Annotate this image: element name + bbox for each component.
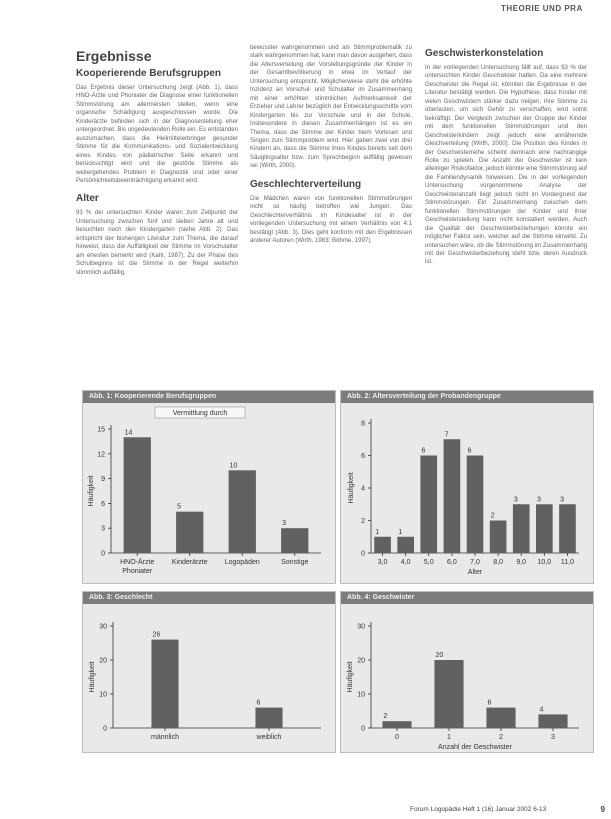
data-label: 6 — [467, 447, 472, 455]
x-axis-title: Alter — [467, 569, 483, 576]
x-tick-label: männlich — [150, 734, 180, 741]
x-tick-label: 5,0 — [423, 559, 434, 566]
data-label: 2 — [383, 713, 388, 721]
y-tick-label: 12 — [97, 451, 105, 459]
y-tick-label: 30 — [357, 623, 365, 631]
data-label: 4 — [539, 706, 544, 714]
bar — [513, 504, 530, 553]
data-label: 20 — [435, 652, 444, 659]
figure-abb3 — [82, 591, 336, 753]
x-tick-label: 9,0 — [516, 559, 527, 566]
y-tick-label: 0 — [361, 725, 365, 733]
x-tick-label: 3,0 — [377, 559, 388, 566]
data-label: 6 — [487, 699, 492, 707]
x-tick-label: 1 — [447, 734, 451, 741]
y-tick-label: 2 — [361, 518, 365, 525]
figure-abb1 — [82, 390, 336, 584]
legend-label: Vermittlung durch — [172, 410, 228, 417]
text-column-1 — [76, 44, 238, 277]
x-tick-label: Kinderärzte — [171, 559, 208, 566]
y-axis-title: Häufigkeit — [88, 475, 95, 507]
paragraph: Die Mädchen waren von funktionellen Stimmstörungen nicht so häufig betroffen wie Jungen. Das Geschlechterverhältnis im Kindesalter ist in der vorliegenden Untersuchung mit einem Verhältnis von 4:1 bestätigt (Abb. 3). Dies geht konform mit den Ergebnissen anderer Autoren (Wirth, 1983; Böhme, 1997). — [250, 194, 412, 245]
x-tick-label: 7,0 — [470, 559, 480, 566]
x-tick-label: 3 — [551, 734, 555, 741]
y-tick-label: 4 — [361, 485, 365, 493]
x-tick-label: weiblich — [256, 734, 282, 741]
x-tick-label: 10,0 — [537, 559, 552, 566]
bar — [434, 660, 463, 728]
footer-citation: Forum Logopädie Heft 1 (16) Januar 2002 6-13 — [410, 806, 547, 813]
figure-abb4 — [340, 591, 594, 753]
y-axis-title: Häufigkeit — [347, 661, 354, 693]
y-tick-label: 15 — [97, 426, 105, 434]
figure-title: Abb. 1: Kooperierende Berufsgruppen — [83, 391, 335, 403]
bar — [536, 504, 553, 553]
bar — [559, 504, 576, 553]
y-tick-label: 6 — [361, 453, 365, 460]
bar — [374, 537, 391, 553]
bar — [538, 714, 567, 728]
y-tick-label: 0 — [103, 725, 107, 733]
bar — [444, 439, 461, 553]
bar — [397, 537, 414, 553]
y-tick-label: 9 — [101, 476, 105, 484]
figure-title: Abb. 4: Geschwister — [341, 592, 593, 604]
paragraph: 93 % der untersuchten Kinder waren zum Zeitpunkt der Untersuchung zwischen fünf und sieben Jahre alt und besuchten noch den Kindergarten (siehe Abb. 2). Das entspricht der bisherigen Literatur zum Thema, die darauf hinweist, dass die Auffälligkeit der Stimme im Vorschulalter am ehesten bemerkt wird (Kahl, 1987). Zu der Phase des Schulbeginns ist die Stimme in der Regel weiterhin stimmlich auffällig. — [76, 209, 238, 276]
chart-abb3 — [83, 604, 335, 752]
bar — [486, 708, 515, 728]
bar — [229, 470, 256, 553]
paragraph: bewusster wahrgenommen und als Stimmproblematik zu stark wahrgenommen hat, kann man davon ausgehen, dass die Altersverteilung der Vorstellungsgründe der Kinder in der Gesamtbevölkerung in etwa im Verlauf der Untersuchung entspricht. Möglicherweise steht die erhöhte Inzidenz an Vorschul- und Schulalter im Zusammenhang mit einer erhöhten stimmlichen Aufmerksamkeit der Erzieher und Lehrer bezüglich der Entwicklungsschritte vom Kindergarten bis zur Vorschule und in der Schule. Insbesondere in diesen Zusammenhängen ist es ein Thema, dass die Stimme der Kinder beim Vorlesen und Singen zum Stimmproblem wird. Hier gaben zwei von drei Kindern an, dass die Stimme ihres Kindes bereits seit dem Säuglingsalter bzw. zum Sprechbeginn auffällig gewesen sei (Wirth, 2000). — [250, 44, 412, 170]
chart-abb4 — [341, 604, 593, 752]
x-tick-label-line2: Phoniater — [122, 568, 153, 575]
x-tick-label: 2 — [499, 734, 503, 741]
data-label: 3 — [282, 520, 287, 528]
data-label: 5 — [177, 503, 182, 511]
y-tick-label: 0 — [101, 550, 105, 558]
data-label: 6 — [256, 699, 261, 707]
heading-geschwisterkonstelation: Geschwisterkonstelation — [425, 48, 544, 59]
data-label: 6 — [421, 447, 426, 455]
x-tick-label: HNO-Ärzte — [120, 559, 155, 566]
y-axis-title: Häufigkeit — [89, 661, 96, 693]
page-number: 9 — [600, 805, 605, 814]
y-tick-label: 0 — [361, 550, 365, 558]
bar — [255, 708, 282, 728]
bar — [382, 721, 411, 728]
x-tick-label: Sonstige — [281, 559, 309, 566]
x-tick-label: 8,0 — [493, 559, 503, 566]
page-footer — [410, 806, 605, 813]
text-column-2 — [250, 44, 412, 246]
y-tick-label: 3 — [101, 525, 105, 533]
data-label: 10 — [229, 462, 238, 470]
section-header: THEORIE UND PRA — [501, 4, 583, 13]
figure-title: Abb. 2: Altersverteilung der Probandengruppe — [341, 391, 593, 403]
x-tick-label: 6,0 — [447, 559, 457, 566]
y-tick-label: 10 — [99, 691, 107, 699]
data-label: 14 — [124, 429, 133, 437]
chart-abb2 — [341, 403, 593, 583]
x-tick-label: Logopäden — [224, 559, 260, 566]
data-label: 1 — [398, 528, 403, 536]
data-label: 26 — [152, 631, 161, 639]
paragraph: Das Ergebnis dieser Untersuchung zeigt (Abb. 1), dass HNO-Ärzte und Phoniater die Diagnose einer funktionellen Stimmstörung am allermeisten stellen, wenn eine organische Schädigung ausgeschlossen wurde. Die Kinderärzte befinden sich in der Diagnosestellung eher untergeordnet. Bis ungedeutenden Rolle ein. Es entstanden auszumachen, dass die Heilmittelerbringer gesunder Stimme für die Kommunikations- und Sozialentwicklung eines Kindes von pädiatrischer Seite erkannt und berücksichtigt wird und die gestörte Stimme als weitergehendes Problem in Diagnostik und oder einer Persönlichkeitsbeeinträchtigung erkannt wird. — [76, 84, 238, 184]
data-label: 3 — [537, 496, 541, 504]
chart-abb1 — [83, 403, 335, 583]
heading-geschlechterverteilung: Geschlechterverteilung — [250, 178, 362, 190]
article-title: Ergebnisse — [76, 48, 152, 64]
bar — [490, 521, 507, 554]
heading-alter: Alter — [76, 193, 99, 205]
x-tick-label: 4,0 — [400, 559, 411, 566]
x-tick-label: 11,0 — [560, 559, 574, 566]
y-tick-label: 6 — [101, 500, 105, 508]
data-label: 3 — [560, 496, 565, 504]
data-label: 7 — [444, 431, 449, 439]
figure-abb2 — [340, 390, 594, 584]
bar — [176, 512, 203, 553]
bar — [420, 456, 437, 554]
y-tick-label: 20 — [99, 657, 107, 665]
data-label: 3 — [513, 496, 518, 504]
figure-title: Abb. 3: Geschlecht — [83, 592, 335, 604]
paragraph: In der vorliegenden Untersuchung fällt auf, dass 93 % der untersuchten Kinder Geschwister hatten. Da eine mehrere Geschwister die Regel ist, könnten die Ergebnisse in der Literatur bestätigt werden. Die Hypothese, dass Kinder mit vielen Geschwistern stärker dazu neigen, ihre Stimme zu überlasten, um sich Gehör zu verschaffen, wird somit bekräftigt. Der Vergleich zwischen der Gruppe der Kinder mit dem funktionellen Stimmstörungen und den Geschwisterkindern zeigt jedoch eine annähernde Gleichverteilung (Wirth, 2000). Die Position des Kindes in der Geschwisterreihe scheint demnach eine nachrangige Rolle zu spielen. Die Anzahl der Geschwister ist kein alleiniger Risikofaktor, jedoch könnte eine Stimmstörung auf die Familiendynamik hinweisen. Die in der vorliegenden Untersuchung vorgenommene Analyse der Geschwisteranzahl liegt jedoch nicht im Vordergrund der Stimmstörungen. Ein Zusammenhang zwischen dem funktionellen Stimmstörungen der Kinder und ihrer Geschwisterstellung kann nicht konstatiert werden. Auch die Qualität der Geschwisterbeziehungen könnte ein möglicher Faktor sein, welcher auf die Stimme einwirkt. Zu untersuchen wäre, ob die Stimmstörung im Zusammenhang mit der Geschwisterbeziehung steht bzw. deren Ausdruck ist. — [425, 64, 587, 266]
bar — [467, 456, 484, 554]
text-column-3 — [425, 44, 587, 267]
y-tick-label: 30 — [99, 623, 107, 631]
y-tick-label: 8 — [361, 420, 365, 428]
y-tick-label: 20 — [357, 657, 365, 665]
bar — [151, 640, 178, 728]
y-tick-label: 10 — [357, 691, 365, 699]
y-axis-title: Häufigkeit — [348, 472, 355, 504]
data-label: 1 — [375, 528, 380, 536]
bar — [281, 528, 308, 553]
x-tick-label: 0 — [395, 734, 399, 741]
x-axis-title: Anzahl der Geschwister — [438, 744, 512, 751]
bar — [124, 437, 151, 553]
heading-kooperierende-berufsgruppen: Kooperierende Berufsgruppen — [76, 68, 222, 79]
data-label: 2 — [490, 512, 495, 520]
